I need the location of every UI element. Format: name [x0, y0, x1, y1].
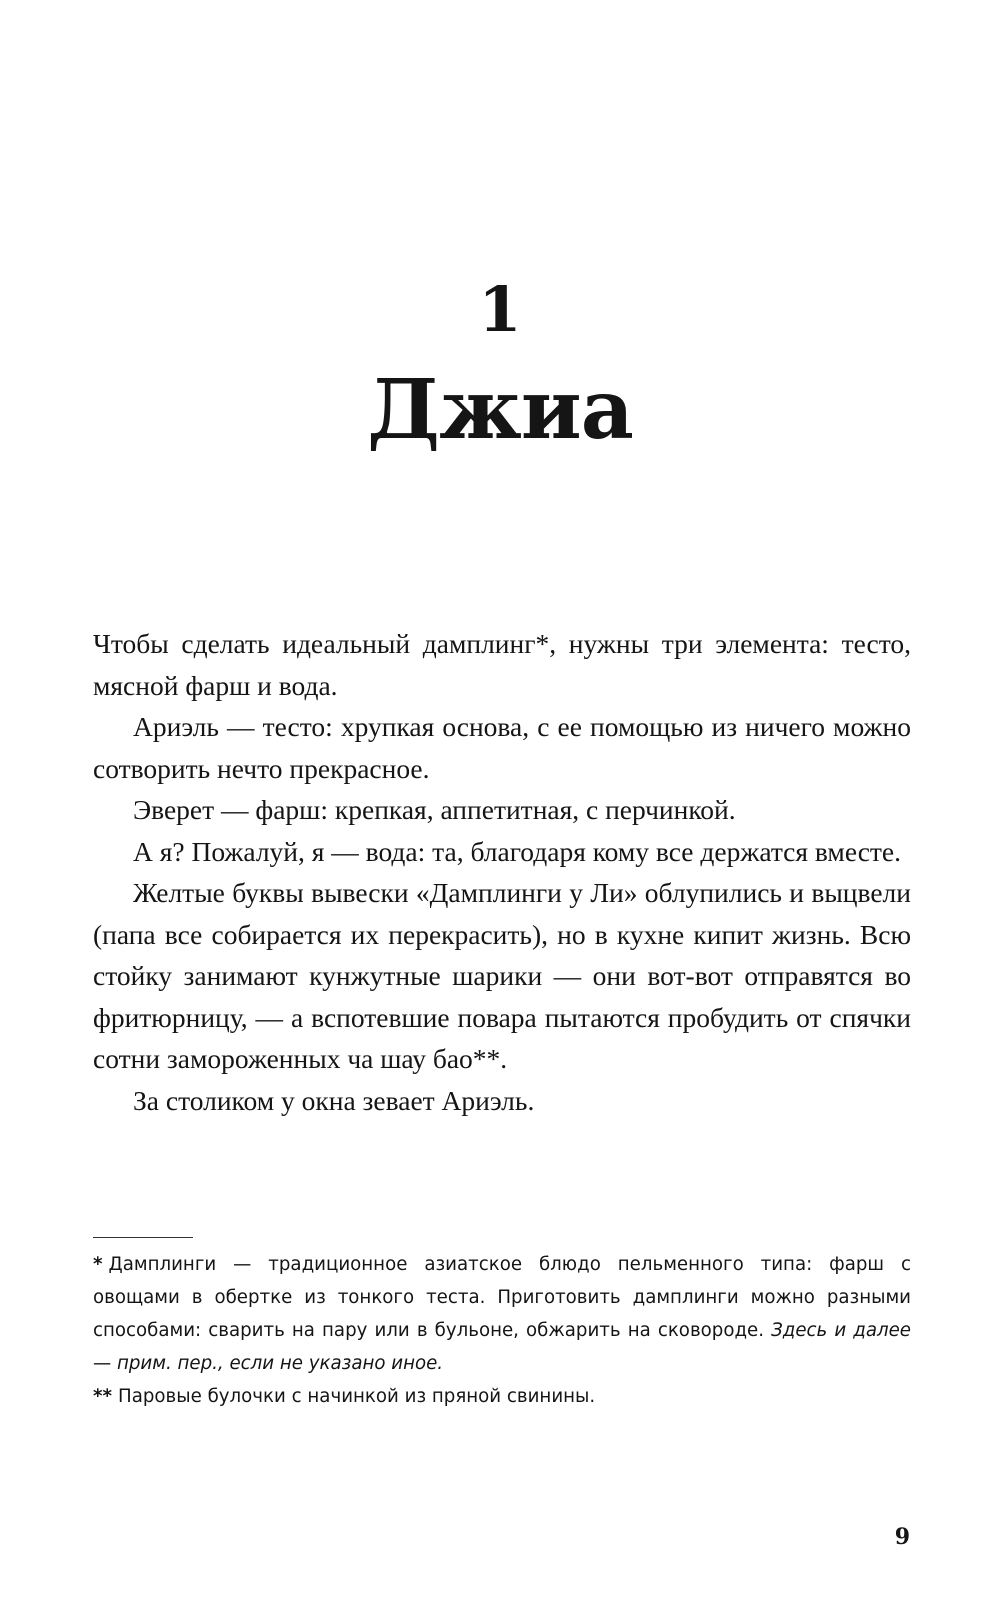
footnote-text: Паровые булочки с начинкой из пряной свинины.	[118, 1386, 596, 1407]
page-number: 9	[894, 1524, 910, 1550]
paragraph: Чтобы сделать идеальный дамплинг*, нужны три элемента: тесто, мясной фарш и вода.	[93, 628, 911, 701]
chapter-number: 1	[478, 273, 522, 346]
footnote-text: Дамплинги — традиционное азиатское блюдо пельменного типа: фарш с овощами в обертке из тонкого теста. Приготовить дамплинги можно разными способами: сварить на пару или в бульоне, обжарить на сковороде.	[93, 1254, 911, 1341]
paragraph: Эверет — фарш: крепкая, аппетитная, с перчинкой.	[133, 794, 736, 825]
footnote-italic-note: Здесь и далее — прим. пер., если не указано иное.	[93, 1320, 911, 1374]
chapter-title: Джиа	[367, 362, 633, 458]
footnote	[93, 1248, 911, 1380]
paragraph: Ариэль — тесто: хрупкая основа, с ее помощью из ничего можно сотворить нечто прекрасное.	[93, 711, 911, 784]
paragraph: За столиком у окна зевает Ариэль.	[133, 1084, 535, 1116]
footnotes	[93, 1248, 911, 1413]
paragraph: А я? Пожалуй, я — вода: та, благодаря кому все держатся вместе.	[133, 835, 902, 867]
footnote-divider	[93, 1237, 193, 1238]
body-text	[93, 623, 911, 1121]
footnote	[93, 1380, 911, 1413]
footnote-marker: **	[93, 1386, 113, 1407]
paragraph: Желтые буквы вывески «Дамплинги у Ли» облупились и выцвели (папа все собирается их перекрасить), но в кухне кипит жизнь. Всю стойку занимают кунжутные шарики — они вот-вот отправятся во фритюрницу, — а вспотевшие повара пытаются пробудить от спячки сотни замороженных ча шау бао**.	[93, 877, 911, 1074]
footnote-marker: *	[93, 1254, 103, 1275]
